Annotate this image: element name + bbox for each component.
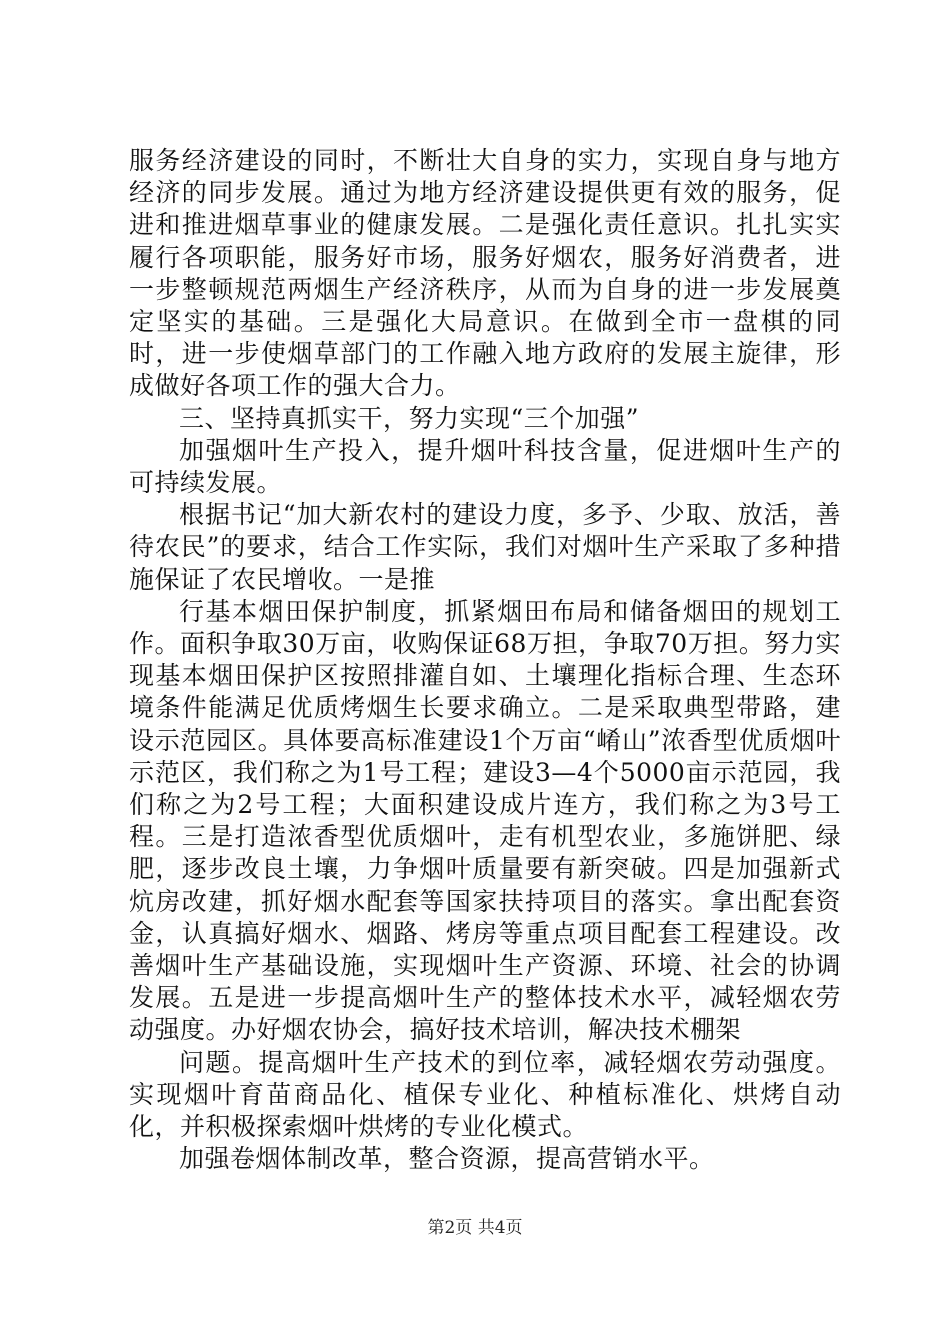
paragraph-2: 加强烟叶生产投入，提升烟叶科技含量，促进烟叶生产的可持续发展。 bbox=[129, 435, 841, 498]
page-footer: 第2页 共4页 bbox=[427, 1218, 523, 1238]
section-heading: 三、坚持真抓实干，努力实现“三个加强” bbox=[179, 403, 640, 433]
paragraph-4: 行基本烟田保护制度，抓紧烟田布局和储备烟田的规划工作。面积争取30万亩，收购保证68万担，争取70万担。努力实现基本烟田保护区按照排灌自如、土壤理化指标合理、生态环境条件能满足优质烤烟生长要求确立。二是采取典型带路，建设示范园区。具体要高标准建设1个万亩“崤山”浓香型优质烟叶示范区，我们称之为1号工程；建设3—4个5000亩示范园，我们称之为2号工程；大面积建设成片连方，我们称之为3号工程。三是打造浓香型优质烟叶，走有机型农业，多施饼肥、绿肥，逐步改良土壤，力争烟叶质量要有新突破。四是加强新式炕房改建，抓好烟水配套等国家扶持项目的落实。拿出配套资金，认真搞好烟水、烟路、烤房等重点项目配套工程建设。改善烟叶生产基础设施，实现烟叶生产资源、环境、社会的协调发展。五是进一步提高烟叶生产的整体技术水平，减轻烟农劳动强度。办好烟农协会，搞好技术培训，解决技术棚架 bbox=[129, 596, 841, 1045]
paragraph-5: 问题。提高烟叶生产技术的到位率，减轻烟农劳动强度。实现烟叶育苗商品化、植保专业化、种植标准化、烘烤自动化，并积极探索烟叶烘烤的专业化模式。 bbox=[129, 1047, 841, 1142]
document-body bbox=[129, 145, 841, 1176]
paragraph-1: 服务经济建设的同时，不断壮大自身的实力，实现自身与地方经济的同步发展。通过为地方经济建设提供更有效的服务，促进和推进烟草事业的健康发展。二是强化责任意识。扎扎实实履行各项职能，服务好市场，服务好烟农，服务好消费者，进一步整顿规范两烟生产经济秩序，从而为自身的进一步发展奠定坚实的基础。三是强化大局意识。在做到全市一盘棋的同时，进一步使烟草部门的工作融入地方政府的发展主旋律，形成做好各项工作的强大合力。 bbox=[129, 146, 841, 401]
paragraph-3: 根据书记“加大新农村的建设力度，多予、少取、放活，善待农民”的要求，结合工作实际，我们对烟叶生产采取了多种措施保证了农民增收。一是推 bbox=[129, 500, 841, 594]
paragraph-6: 加强卷烟体制改革，整合资源，提高营销水平。 bbox=[179, 1144, 715, 1174]
